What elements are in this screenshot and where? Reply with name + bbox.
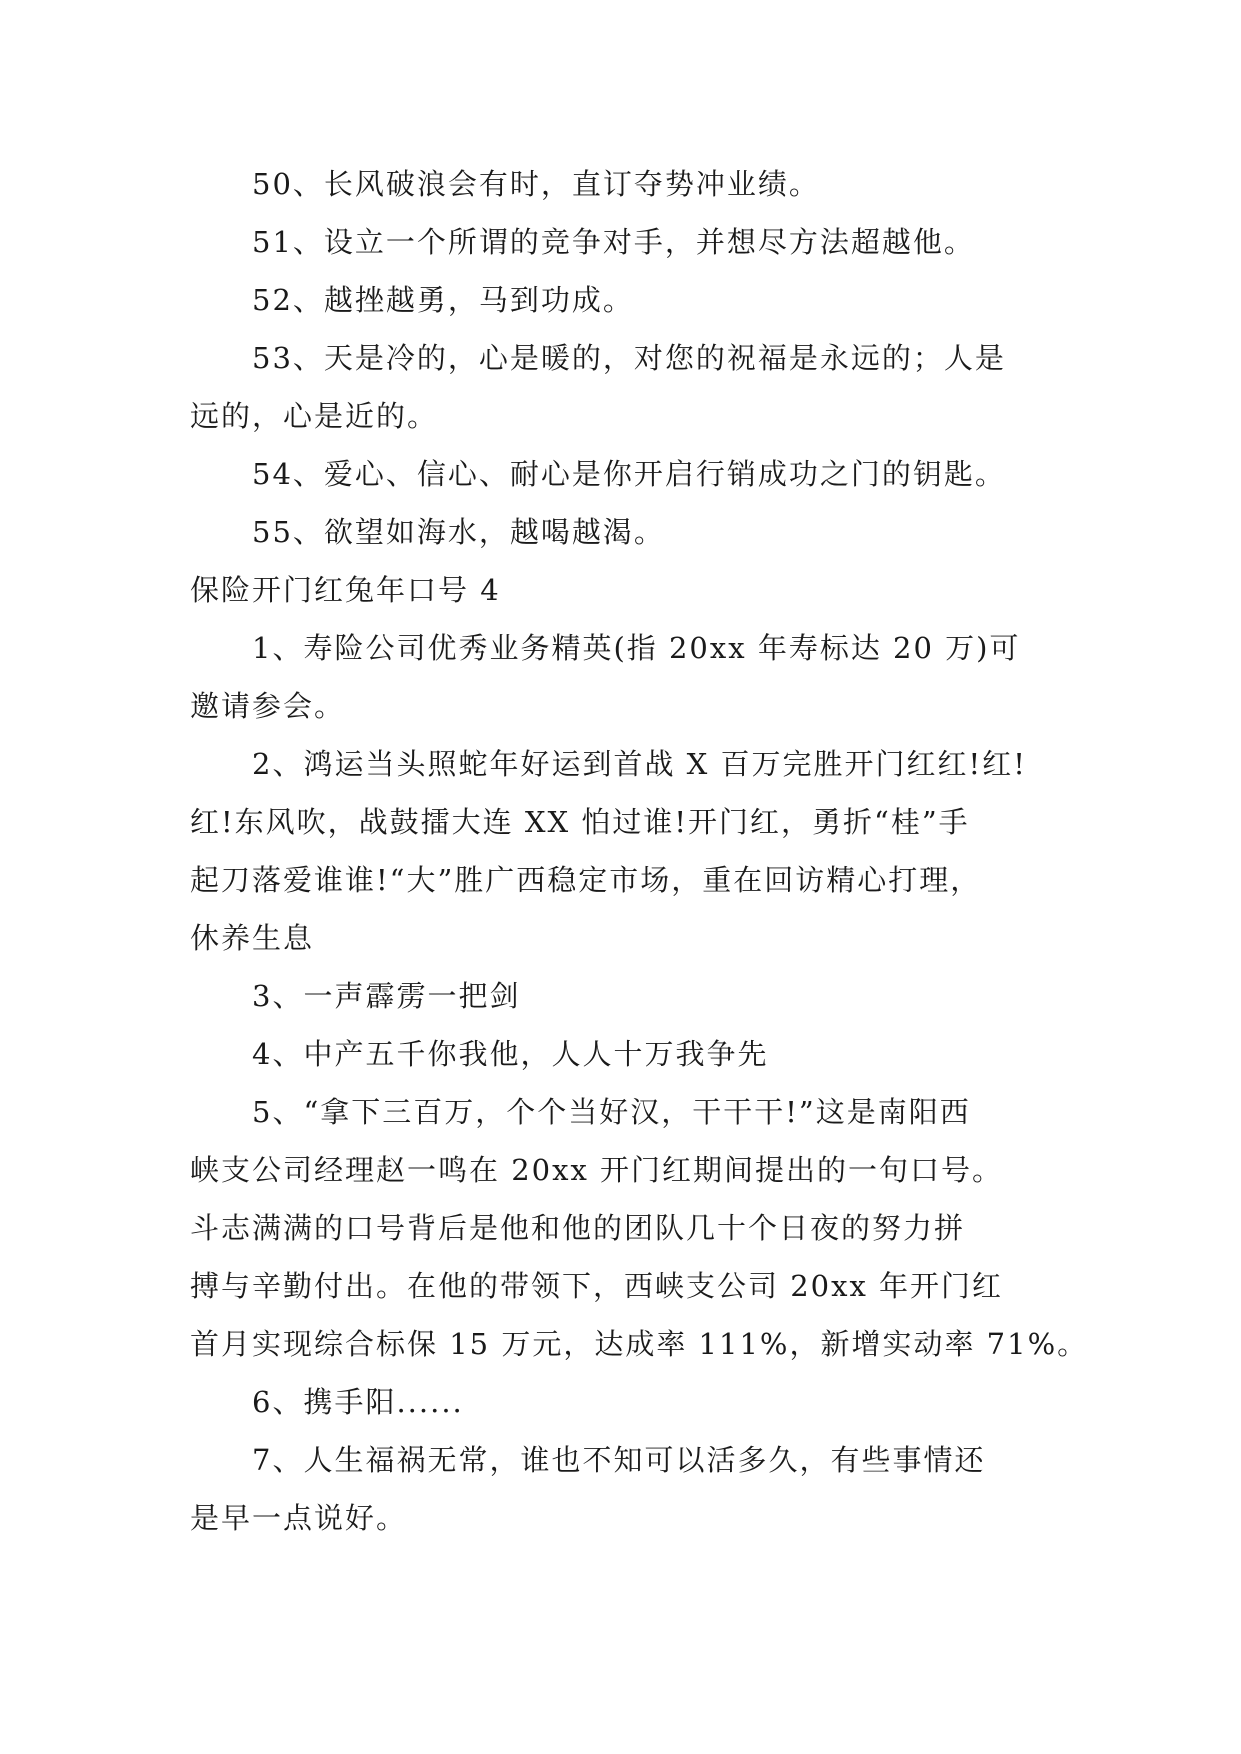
text-line: 峡支公司经理赵一鸣在 20xx 开门红期间提出的一句口号。 xyxy=(190,1153,1004,1187)
item-2 xyxy=(190,735,1060,967)
text-line: 54、爱心、信心、耐心是你开启行销成功之门的钥匙。 xyxy=(252,457,1006,491)
text-line: 首月实现综合标保 15 万元，达成率 111%，新增实动率 71%。 xyxy=(190,1327,1089,1361)
slogan-50 xyxy=(190,155,1060,213)
text-line: 斗志满满的口号背后是他和他的团队几十个日夜的努力拼 xyxy=(190,1211,966,1245)
slogan-52 xyxy=(190,271,1060,329)
text-line: 1、寿险公司优秀业务精英(指 20xx 年寿标达 20 万)可 xyxy=(252,631,1021,665)
item-5 xyxy=(190,1083,1089,1373)
text-line: 50、长风破浪会有时，直订夺势冲业绩。 xyxy=(252,167,820,201)
text-line: 7、人生福祸无常，谁也不知可以活多久，有些事情还 xyxy=(252,1443,986,1477)
slogan-51 xyxy=(190,213,1060,271)
item-3 xyxy=(190,967,1060,1025)
heading-text: 保险开门红兔年口号 4 xyxy=(190,573,501,607)
item-7 xyxy=(190,1431,1060,1547)
document-body xyxy=(190,155,1089,1547)
item-6 xyxy=(190,1373,1060,1431)
text-line: 2、鸿运当头照蛇年好运到首战 X 百万完胜开门红红!红! xyxy=(252,747,1027,781)
slogan-54 xyxy=(190,445,1060,503)
text-line: 是早一点说好。 xyxy=(190,1501,408,1535)
text-line: 起刀落爱谁谁!“大”胜广西稳定市场，重在回访精心打理， xyxy=(190,863,982,897)
text-line: 远的，心是近的。 xyxy=(190,399,439,433)
item-1 xyxy=(190,619,1060,735)
text-line: 3、一声霹雳一把剑 xyxy=(252,979,521,1013)
item-4 xyxy=(190,1025,1060,1083)
text-line: 6、携手阳...... xyxy=(252,1385,464,1419)
text-line: 红!东风吹，战鼓擂大连 XX 怕过谁!开门红，勇折“桂”手 xyxy=(190,805,970,839)
text-line: 5、“拿下三百万，个个当好汉，干干干!”这是南阳西 xyxy=(252,1095,971,1129)
text-line: 52、越挫越勇，马到功成。 xyxy=(252,283,634,317)
text-line: 55、欲望如海水，越喝越渴。 xyxy=(252,515,665,549)
text-line: 4、中产五千你我他，人人十万我争先 xyxy=(252,1037,769,1071)
slogan-53 xyxy=(190,329,1060,445)
text-line: 搏与辛勤付出。在他的带领下，西峡支公司 20xx 年开门红 xyxy=(190,1269,1004,1303)
slogan-55 xyxy=(190,503,1060,561)
section-heading xyxy=(190,561,1060,619)
text-line: 53、天是冷的，心是暖的，对您的祝福是永远的；人是 xyxy=(252,341,1006,375)
text-line: 邀请参会。 xyxy=(190,689,346,723)
text-line: 休养生息 xyxy=(190,921,315,955)
text-line: 51、设立一个所谓的竞争对手，并想尽方法超越他。 xyxy=(252,225,975,259)
